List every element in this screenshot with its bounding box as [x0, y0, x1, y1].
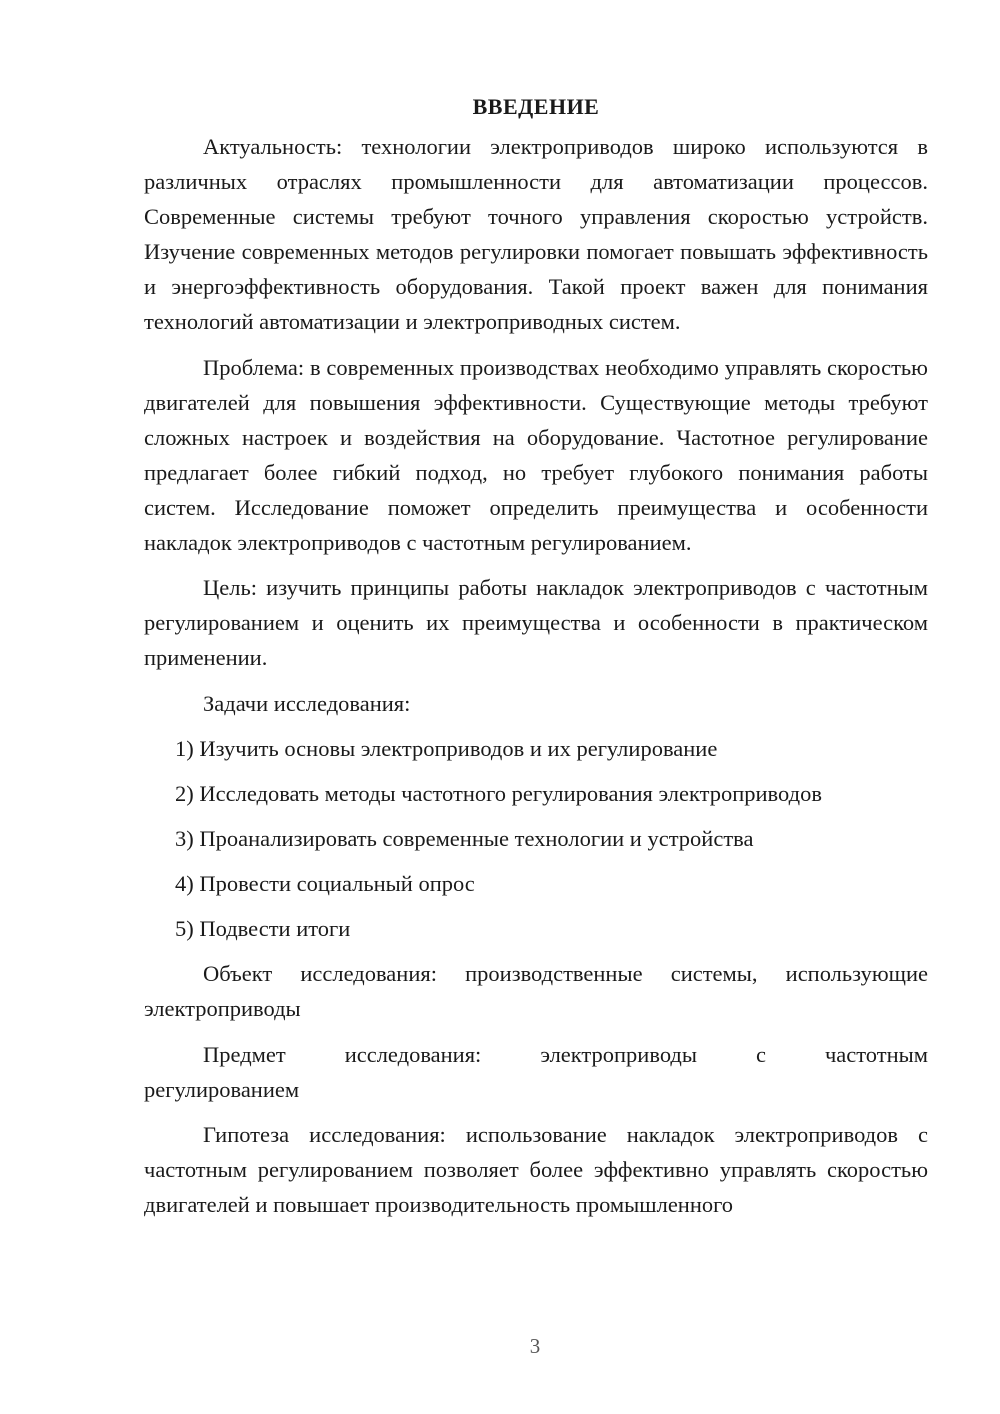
- subject-word: Предмет: [203, 1042, 286, 1067]
- subject-word: с: [755, 1042, 766, 1067]
- list-item: 3) Проанализировать современные технологии и устройства: [175, 826, 754, 851]
- list-item: 4) Провести социальный опрос: [175, 871, 475, 896]
- page-title: ВВЕДЕНИЕ: [472, 94, 600, 119]
- subject-word: электроприводы: [540, 1042, 697, 1067]
- relevance-paragraph: Актуальность: технологии электроприводов широко используются в различных отраслях промышленности для автоматизации процессов. Современные системы требуют точного управления скоростью устройств. Изучение современных методов регулировки помогает повышать эффективность и энергоэффективность оборудования. Такой проект важен для понимания технологий автоматизации и электроприводных систем.: [144, 134, 928, 334]
- document-page: [144, 92, 928, 1233]
- list-item: 5) Подвести итоги: [175, 916, 351, 941]
- task-list: [144, 731, 928, 946]
- hypothesis-paragraph: Гипотеза исследования: использование накладок электроприводов с частотным регулированием позволяет более эффективно управлять скоростью двигателей и повышает производительность промышленного: [144, 1122, 928, 1217]
- problem-paragraph: Проблема: в современных производствах необходимо управлять скоростью двигателей для повышения эффективности. Существующие методы требуют сложных настроек и воздействия на оборудование. Частотное регулирование предлагает более гибкий подход, но требует глубокого понимания работы систем. Исследование поможет определить преимущества и особенности накладок электроприводов с частотным регулированием.: [144, 355, 928, 555]
- goal-paragraph: Цель: изучить принципы работы накладок электроприводов с частотным регулированием и оценить их преимущества и особенности в практическом применении.: [144, 575, 928, 670]
- tasks-heading: Задачи исследования:: [203, 691, 411, 716]
- list-item: 1) Изучить основы электроприводов и их регулирование: [175, 736, 718, 761]
- page-number: 3: [529, 1334, 541, 1358]
- subject-word: исследования:: [344, 1042, 482, 1067]
- subject-continuation: регулированием: [144, 1077, 300, 1102]
- subject-first-line: [144, 1037, 928, 1072]
- subject-word: частотным: [824, 1042, 928, 1067]
- list-item: 2) Исследовать методы частотного регулирования электроприводов: [175, 781, 822, 806]
- subject-paragraph: [144, 1037, 928, 1107]
- object-paragraph: Объект исследования: производственные системы, использующие электроприводы: [144, 961, 928, 1021]
